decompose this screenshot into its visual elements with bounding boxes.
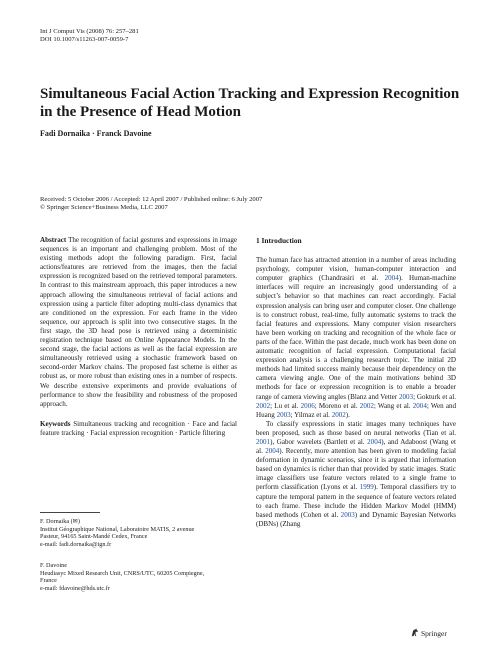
affiliation-1-line2: Pasteur, 94165 Saint-Mandé Cedex, France: [40, 533, 148, 541]
intro-text: ) and Dynamic Bayesian Networks (DBNs) (Zhang: [256, 510, 456, 528]
citation-link[interactable]: 2004: [265, 447, 280, 456]
journal-header: [40, 28, 139, 44]
journal-citation: Int J Comput Vis (2008) 76: 257–281: [40, 28, 139, 35]
affiliation-2-email[interactable]: e-mail: fdavoine@hds.utc.fr: [40, 584, 110, 592]
citation-link[interactable]: 2004: [412, 401, 427, 410]
intro-text: ; Yilmaz et al.: [290, 410, 332, 419]
affiliation-1-email[interactable]: e-mail: fadi.dornaika@ign.fr: [40, 540, 112, 548]
intro-text: ). Human-machine interfaces will require an increasingly good understanding of a subject’s behavior so that machines can react accordingly. Facial expression analysis can bring user and computer closer. One challenge is to construct robust, real-time, fully automatic systems to track the facial features and expressions. Many computer vision researchers have been working on tracking and recognition of the whole face or parts of the face. Within the past decade, much work has been done on automatic recognition of facial expression. Computational facial expression analysis is a challenging research topic. The initial 2D methods had limited success mainly because their dependency on the camera viewing angle. One of the main motivations behind 3D methods for face or expression recognition is to enable a broader range of camera viewing angles (Blanz and Vetter: [256, 274, 456, 401]
publisher-name: Springer: [421, 629, 447, 638]
citation-link[interactable]: 2003: [398, 392, 414, 401]
citation-link[interactable]: 2004: [384, 274, 399, 283]
left-column: [40, 236, 237, 438]
affiliation-2-line1: Heudiasyc Mixed Research Unit, CNRS/UTC, 60205 Compiegne,: [40, 569, 205, 577]
copyright-line: © Springer Science+Business Media, LLC 2007: [40, 204, 168, 212]
citation-link[interactable]: 2003: [276, 410, 291, 419]
abstract: [40, 236, 237, 409]
intro-text: ).: [345, 410, 350, 419]
citation-link[interactable]: 1999: [359, 483, 374, 492]
intro-text: ; Gokturk et al.: [413, 392, 456, 401]
intro-paragraph-2: [256, 420, 456, 529]
intro-text: To classify expressions in static images many techniques have been proposed, such as those based on neural networks (Tian et al.: [256, 419, 456, 437]
affiliation-2: [40, 562, 237, 592]
abstract-text: The recognition of facial gestures and expressions in image sequences is an important and challenging problem. Most of the existing methods adopt the following paradigm. First, facial actions/features are retrieved from the images, then the facial expression is recognized based on the retrieved temporal parameters. In contrast to this mainstream approach, this paper introduces a new approach allowing the simultaneous retrieval of facial actions and expression using a particle filter adopting multi-class dynamics that are conditioned on the expression. For each frame in the video sequence, our approach is split into two consecutive stages. In the first stage, the 3D head pose is retrieved using a deterministic registration technique based on Online Appearance Models. In the second stage, the facial actions as well as the facial expression are simultaneously retrieved using a stochastic framework based on second-order Markov chains. The proposed fast scheme is either as robust as, or more robust than existing ones in a number of respects. We describe extensive experiments and provide evaluations of performance to show the feasibility and robustness of the proposed approach.: [40, 236, 237, 408]
intro-text: ), Gabor wavelets (Bartlett et al.: [270, 437, 368, 446]
abstract-heading: Abstract: [40, 236, 67, 244]
affiliation-1-name: F. Dornaika (✉): [40, 518, 80, 525]
right-column: [256, 236, 456, 529]
intro-text: ). Recently, more attention has been given to modeling facial deformation in dynamic scenarios, since it is argued that information based on dynamics is richer than that provided by static images. Static image classifiers use feature vectors related to a single frame to perform classification (Lyons et al.: [256, 447, 456, 492]
citation-link[interactable]: 2006: [300, 401, 315, 410]
publication-dates: [40, 196, 460, 212]
affiliation-2-line2: France: [40, 577, 57, 585]
citation-link[interactable]: 2001: [256, 437, 271, 446]
springer-horse-icon: [410, 628, 419, 639]
intro-text: The human face has attracted attention in a number of areas including psychology, computer vision, human-computer interaction and computer graphics (Chandrasiri et al.: [256, 256, 456, 283]
citation-link[interactable]: 2002: [331, 410, 346, 419]
citation-link[interactable]: 2004: [367, 437, 382, 446]
paper-title: Simultaneous Facial Action Tracking and Expression Recognition in the Presence of Head Motion: [40, 86, 460, 120]
publisher-footer: [410, 628, 447, 639]
intro-text: ), and Adaboost (Wang et al.: [256, 437, 456, 456]
citation-link[interactable]: 2002: [256, 401, 271, 410]
affiliation-2-name: F. Davoine: [40, 562, 67, 569]
intro-text: ; Wang et al.: [373, 401, 413, 410]
history-dates: Received: 5 October 2006 / Accepted: 12 April 2007 / Published online: 6 July 2007: [40, 196, 263, 203]
intro-text: ; Lu et al.: [270, 401, 301, 410]
intro-text: ). Temporal classifiers try to capture the temporal pattern in the sequence of feature vectors related to each frame. These include the Hidden Markov Model (HMM) based methods (Cohen et al.: [256, 483, 456, 519]
journal-doi[interactable]: DOI 10.1007/s11263-007-0059-7: [40, 36, 129, 44]
keywords-text: Simultaneous tracking and recognition · Face and facial feature tracking · Facial expression recognition · Particle filtering: [40, 419, 237, 437]
footnote-divider: [40, 512, 100, 513]
citation-link[interactable]: 2003: [340, 510, 355, 519]
intro-paragraph-1: [256, 256, 456, 420]
citation-link[interactable]: 2002: [359, 401, 374, 410]
intro-text: ; Wen and Huang: [256, 401, 457, 419]
affiliation-1-line1: Institut Géographique National, Laboratoire MATIS, 2 avenue: [40, 525, 195, 533]
affiliation-1: [40, 518, 237, 548]
keywords-heading: Keywords: [40, 419, 71, 428]
keywords: [40, 420, 237, 438]
intro-text: ; Moreno et al.: [314, 401, 360, 410]
introduction-heading: 1 Introduction: [256, 236, 302, 245]
paper-authors: Fadi Dornaika · Franck Davoine: [40, 129, 152, 138]
